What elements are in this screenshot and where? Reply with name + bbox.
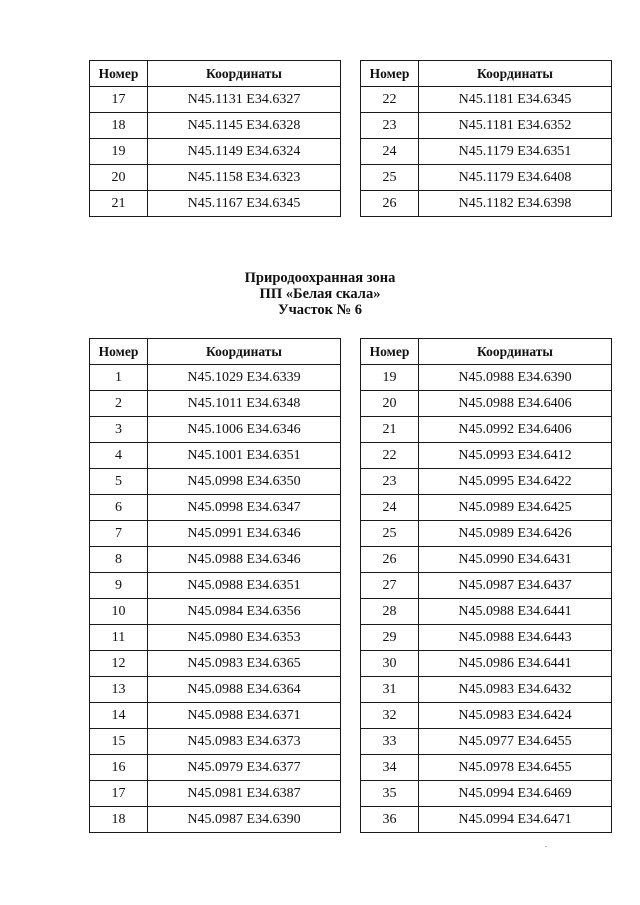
point-number-cell: 28 bbox=[361, 599, 419, 625]
coordinate-cell: N45.1167 E34.6345 bbox=[148, 191, 341, 217]
coordinate-cell: N45.0988 E34.6443 bbox=[419, 625, 612, 651]
coordinate-cell: N45.0994 E34.6469 bbox=[419, 781, 612, 807]
coordinate-cell: N45.0987 E34.6390 bbox=[148, 807, 341, 833]
coordinate-cell: N45.1158 E34.6323 bbox=[148, 165, 341, 191]
coordinates-table-bottom-left bbox=[89, 338, 341, 833]
point-number-cell: 19 bbox=[361, 365, 419, 391]
coordinate-cell: N45.0988 E34.6351 bbox=[148, 573, 341, 599]
section-heading bbox=[0, 270, 640, 318]
table-row bbox=[90, 417, 341, 443]
table-row bbox=[90, 521, 341, 547]
coordinate-cell: N45.1145 E34.6328 bbox=[148, 113, 341, 139]
point-number-cell: 26 bbox=[361, 191, 419, 217]
table-header-row bbox=[90, 61, 341, 87]
point-number-cell: 32 bbox=[361, 703, 419, 729]
coordinates-table-top-right bbox=[360, 60, 612, 217]
coordinate-cell: N45.0984 E34.6356 bbox=[148, 599, 341, 625]
coordinate-cell: N45.1179 E34.6351 bbox=[419, 139, 612, 165]
table-row bbox=[361, 807, 612, 833]
point-number-cell: 20 bbox=[361, 391, 419, 417]
point-number-cell: 17 bbox=[90, 87, 148, 113]
table-row bbox=[90, 703, 341, 729]
coordinate-cell: N45.0991 E34.6346 bbox=[148, 521, 341, 547]
point-number-cell: 23 bbox=[361, 469, 419, 495]
point-number-cell: 15 bbox=[90, 729, 148, 755]
table-row bbox=[90, 391, 341, 417]
point-number-cell: 1 bbox=[90, 365, 148, 391]
coordinate-cell: N45.0990 E34.6431 bbox=[419, 547, 612, 573]
table-row bbox=[90, 651, 341, 677]
table-row bbox=[361, 573, 612, 599]
heading-park-name: ПП «Белая скала» bbox=[259, 286, 381, 302]
coordinates-column-header: Координаты bbox=[148, 339, 341, 365]
point-number-cell: 24 bbox=[361, 495, 419, 521]
coordinate-cell: N45.0980 E34.6353 bbox=[148, 625, 341, 651]
table-row bbox=[361, 677, 612, 703]
table-row bbox=[90, 365, 341, 391]
heading-zone-name: Природоохранная зона bbox=[244, 270, 396, 286]
table-row bbox=[361, 729, 612, 755]
table-row bbox=[361, 191, 612, 217]
point-number-cell: 22 bbox=[361, 87, 419, 113]
number-column-header: Номер bbox=[361, 61, 419, 87]
table-row bbox=[361, 703, 612, 729]
point-number-cell: 33 bbox=[361, 729, 419, 755]
coordinate-cell: N45.1181 E34.6345 bbox=[419, 87, 612, 113]
scan-speck bbox=[545, 846, 547, 847]
coordinates-column-header: Координаты bbox=[148, 61, 341, 87]
table-row bbox=[90, 113, 341, 139]
point-number-cell: 5 bbox=[90, 469, 148, 495]
coordinate-cell: N45.0988 E34.6371 bbox=[148, 703, 341, 729]
table-row bbox=[90, 191, 341, 217]
coordinate-cell: N45.0981 E34.6387 bbox=[148, 781, 341, 807]
coordinates-column-header: Координаты bbox=[419, 61, 612, 87]
table-row bbox=[90, 443, 341, 469]
table-row bbox=[90, 573, 341, 599]
coordinate-cell: N45.0989 E34.6425 bbox=[419, 495, 612, 521]
coordinate-cell: N45.0998 E34.6347 bbox=[148, 495, 341, 521]
point-number-cell: 34 bbox=[361, 755, 419, 781]
coordinate-cell: N45.1181 E34.6352 bbox=[419, 113, 612, 139]
table-row bbox=[361, 443, 612, 469]
table-row bbox=[90, 807, 341, 833]
point-number-cell: 13 bbox=[90, 677, 148, 703]
table-row bbox=[361, 755, 612, 781]
point-number-cell: 18 bbox=[90, 113, 148, 139]
point-number-cell: 4 bbox=[90, 443, 148, 469]
coordinate-cell: N45.0979 E34.6377 bbox=[148, 755, 341, 781]
coordinate-cell: N45.0989 E34.6426 bbox=[419, 521, 612, 547]
coordinate-cell: N45.1011 E34.6348 bbox=[148, 391, 341, 417]
point-number-cell: 30 bbox=[361, 651, 419, 677]
table-row bbox=[361, 365, 612, 391]
table-row bbox=[361, 113, 612, 139]
coordinate-cell: N45.1182 E34.6398 bbox=[419, 191, 612, 217]
coordinate-cell: N45.0988 E34.6346 bbox=[148, 547, 341, 573]
table-row bbox=[361, 391, 612, 417]
coordinate-cell: N45.1001 E34.6351 bbox=[148, 443, 341, 469]
coordinates-table-top-left bbox=[89, 60, 341, 217]
point-number-cell: 26 bbox=[361, 547, 419, 573]
coordinates-column-header: Координаты bbox=[419, 339, 612, 365]
table-row bbox=[90, 547, 341, 573]
point-number-cell: 16 bbox=[90, 755, 148, 781]
point-number-cell: 17 bbox=[90, 781, 148, 807]
point-number-cell: 21 bbox=[361, 417, 419, 443]
point-number-cell: 36 bbox=[361, 807, 419, 833]
point-number-cell: 25 bbox=[361, 165, 419, 191]
coordinate-cell: N45.0988 E34.6406 bbox=[419, 391, 612, 417]
table-row bbox=[361, 165, 612, 191]
table-row bbox=[361, 495, 612, 521]
table-row bbox=[90, 469, 341, 495]
table-row bbox=[361, 599, 612, 625]
table-row bbox=[90, 495, 341, 521]
coordinates-table-bottom-right bbox=[360, 338, 612, 833]
table-row bbox=[361, 417, 612, 443]
point-number-cell: 10 bbox=[90, 599, 148, 625]
coordinate-cell: N45.1131 E34.6327 bbox=[148, 87, 341, 113]
point-number-cell: 25 bbox=[361, 521, 419, 547]
point-number-cell: 24 bbox=[361, 139, 419, 165]
table-row bbox=[90, 781, 341, 807]
table-row bbox=[361, 547, 612, 573]
point-number-cell: 35 bbox=[361, 781, 419, 807]
heading-plot-number: Участок № 6 bbox=[277, 302, 363, 318]
coordinate-cell: N45.0983 E34.6365 bbox=[148, 651, 341, 677]
coordinate-cell: N45.0994 E34.6471 bbox=[419, 807, 612, 833]
point-number-cell: 6 bbox=[90, 495, 148, 521]
table-row bbox=[90, 87, 341, 113]
table-header-row bbox=[361, 61, 612, 87]
table-row bbox=[361, 521, 612, 547]
table-row bbox=[90, 755, 341, 781]
point-number-cell: 23 bbox=[361, 113, 419, 139]
table-row bbox=[90, 139, 341, 165]
point-number-cell: 29 bbox=[361, 625, 419, 651]
table-header-row bbox=[90, 339, 341, 365]
point-number-cell: 3 bbox=[90, 417, 148, 443]
coordinate-cell: N45.0978 E34.6455 bbox=[419, 755, 612, 781]
table-header-row bbox=[361, 339, 612, 365]
coordinate-cell: N45.1179 E34.6408 bbox=[419, 165, 612, 191]
point-number-cell: 14 bbox=[90, 703, 148, 729]
table-row bbox=[361, 781, 612, 807]
table-row bbox=[361, 139, 612, 165]
coordinate-cell: N45.0998 E34.6350 bbox=[148, 469, 341, 495]
point-number-cell: 2 bbox=[90, 391, 148, 417]
coordinate-cell: N45.0987 E34.6437 bbox=[419, 573, 612, 599]
table-row bbox=[90, 165, 341, 191]
table-row bbox=[361, 651, 612, 677]
coordinate-cell: N45.1006 E34.6346 bbox=[148, 417, 341, 443]
point-number-cell: 11 bbox=[90, 625, 148, 651]
point-number-cell: 19 bbox=[90, 139, 148, 165]
point-number-cell: 22 bbox=[361, 443, 419, 469]
number-column-header: Номер bbox=[90, 61, 148, 87]
coordinate-cell: N45.0986 E34.6441 bbox=[419, 651, 612, 677]
table-row bbox=[361, 87, 612, 113]
table-row bbox=[361, 625, 612, 651]
coordinate-cell: N45.1029 E34.6339 bbox=[148, 365, 341, 391]
coordinate-cell: N45.0993 E34.6412 bbox=[419, 443, 612, 469]
number-column-header: Номер bbox=[90, 339, 148, 365]
coordinate-cell: N45.0995 E34.6422 bbox=[419, 469, 612, 495]
table-row bbox=[90, 599, 341, 625]
table-row bbox=[90, 677, 341, 703]
coordinate-cell: N45.0983 E34.6373 bbox=[148, 729, 341, 755]
point-number-cell: 8 bbox=[90, 547, 148, 573]
point-number-cell: 20 bbox=[90, 165, 148, 191]
coordinate-cell: N45.0988 E34.6364 bbox=[148, 677, 341, 703]
point-number-cell: 18 bbox=[90, 807, 148, 833]
point-number-cell: 7 bbox=[90, 521, 148, 547]
point-number-cell: 27 bbox=[361, 573, 419, 599]
coordinate-cell: N45.1149 E34.6324 bbox=[148, 139, 341, 165]
table-row bbox=[90, 625, 341, 651]
number-column-header: Номер bbox=[361, 339, 419, 365]
point-number-cell: 31 bbox=[361, 677, 419, 703]
coordinate-cell: N45.0983 E34.6432 bbox=[419, 677, 612, 703]
table-row bbox=[90, 729, 341, 755]
table-row bbox=[361, 469, 612, 495]
point-number-cell: 9 bbox=[90, 573, 148, 599]
coordinate-cell: N45.0992 E34.6406 bbox=[419, 417, 612, 443]
coordinate-cell: N45.0977 E34.6455 bbox=[419, 729, 612, 755]
coordinate-cell: N45.0983 E34.6424 bbox=[419, 703, 612, 729]
point-number-cell: 12 bbox=[90, 651, 148, 677]
point-number-cell: 21 bbox=[90, 191, 148, 217]
coordinate-cell: N45.0988 E34.6441 bbox=[419, 599, 612, 625]
coordinate-cell: N45.0988 E34.6390 bbox=[419, 365, 612, 391]
